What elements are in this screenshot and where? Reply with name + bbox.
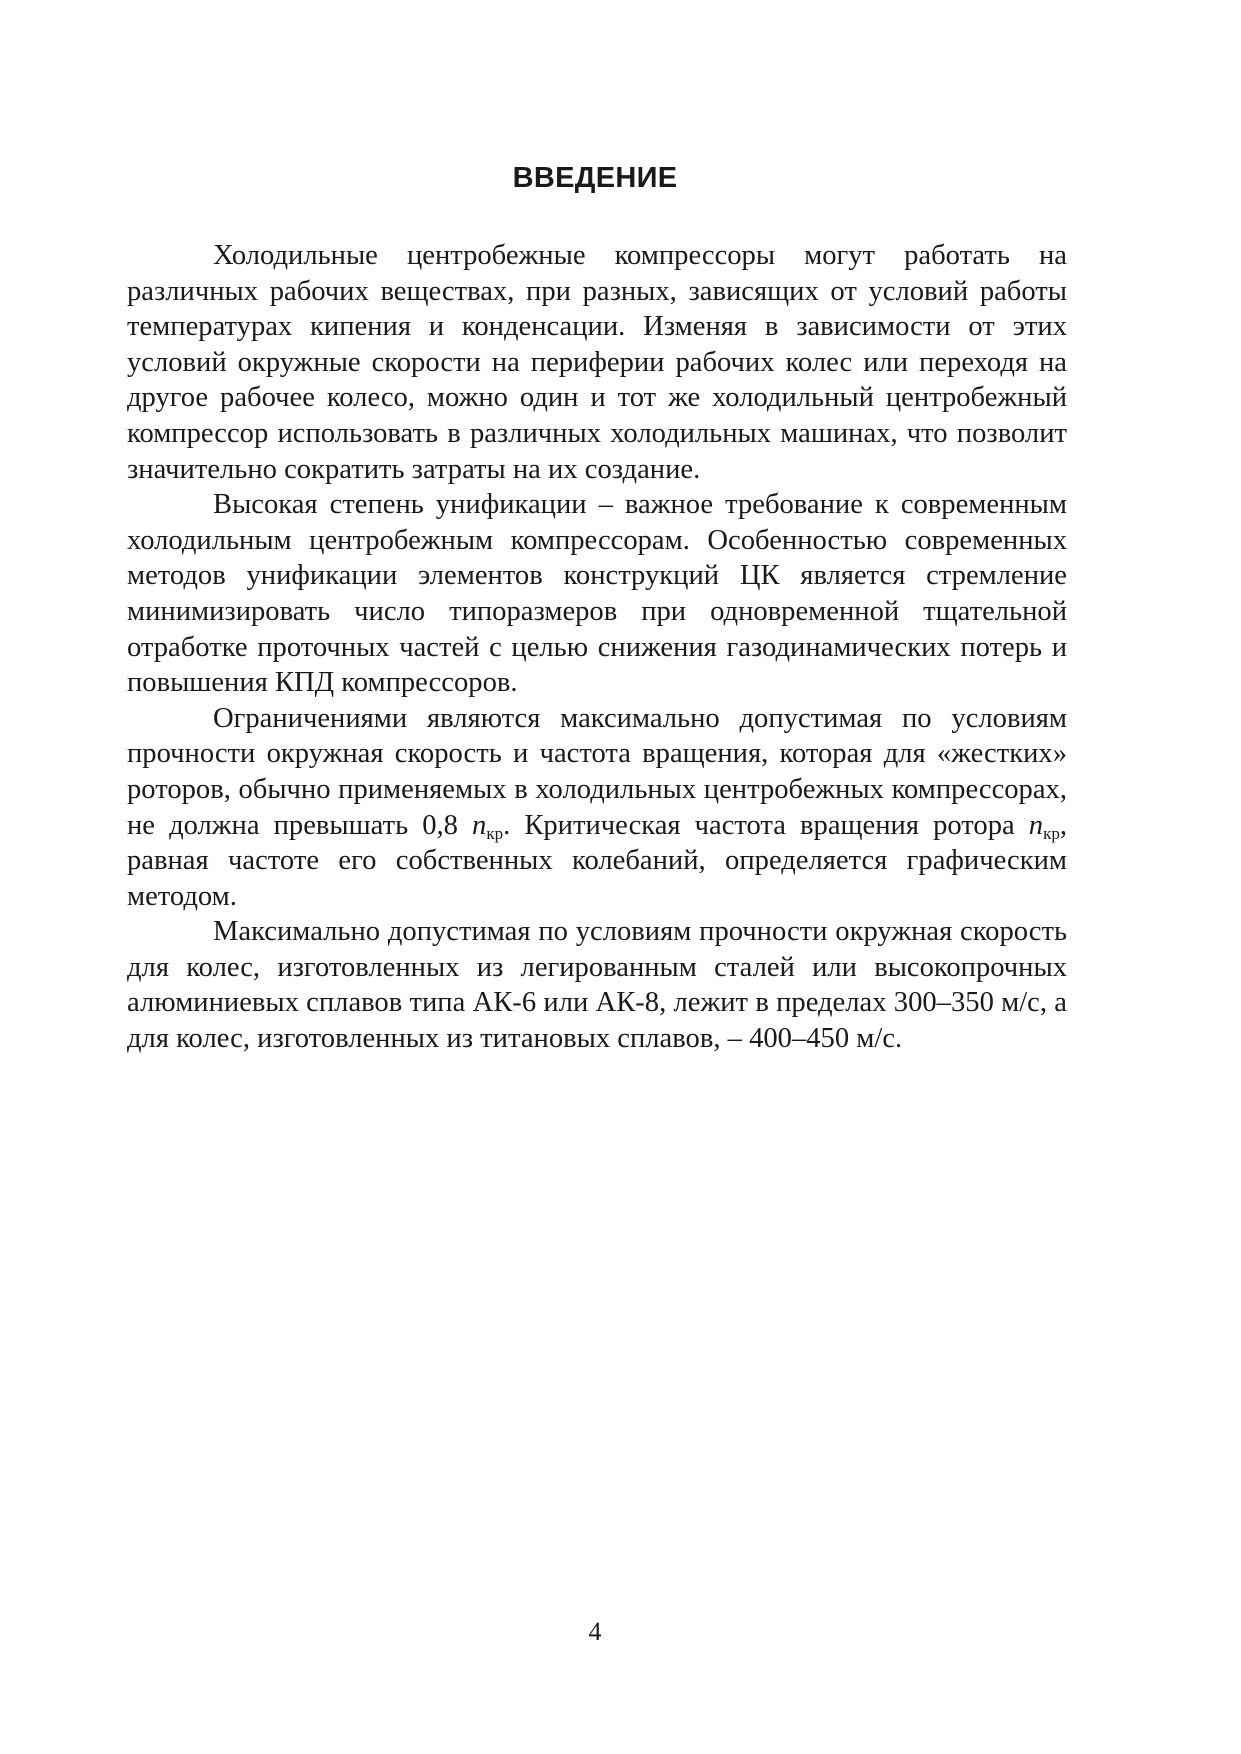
paragraph-3-part-2: . Критическая частота вращения ротора — [503, 809, 1015, 841]
paragraph-1: Холодильные центробежные компрессоры могут работать на различных рабочих веществах, при разных, зависящих от условий работы температурах кипения и конденсации. Изменяя в зависимости от этих условий окружные скорости на периферии рабочих колес или переходя на другое рабочее колесо, можно один и тот же холодильный центробежный компрессор использовать в различных холодильных машинах, что позволит значительно сократить затраты на их создание. — [127, 240, 1067, 485]
paragraph-3-part-3: , равная частоте его собственных колебаний, определяется графическим методом. — [127, 809, 1067, 912]
page-number: 4 — [588, 1617, 602, 1646]
subscript-kr: кр — [486, 823, 504, 843]
paragraph-4: Максимально допустимая по условиям прочности окружная скорость для колес, изготовленных из легированным сталей или высокопрочных алюминиевых сплавов типа АК-6 или АК-8, лежит в пределах 300–350 м/с, а для колес, изготовленных из титановых сплавов, – 400–450 м/с. — [127, 916, 1067, 1055]
symbol-n-critical: n — [472, 809, 487, 841]
symbol-n-critical-2: n — [1028, 809, 1044, 841]
paragraph-3-part-1: Ограничениями являются максимально допустимая по условиям прочности окружная скорость и частота вращения, которая для «жестких» роторов, обычно применяемых в холодильных центробежных компрессорах, не должна превышать 0,8 — [127, 702, 1067, 841]
paragraph-3 — [127, 701, 1067, 915]
subscript-kr-2: кр — [1043, 823, 1060, 843]
paragraph-2: Высокая степень унификации – важное требование к современным холодильным центробежным компрессорам. Особенностью современных методов унификации элементов конструкций ЦК является стремление минимизировать число типоразмеров при одновременной тщательной отработке проточных частей с целью снижения газодинамических потерь и повышения КПД компрессоров. — [127, 489, 1067, 699]
body-text — [127, 238, 1067, 1057]
section-heading: ВВЕДЕНИЕ — [512, 162, 678, 194]
